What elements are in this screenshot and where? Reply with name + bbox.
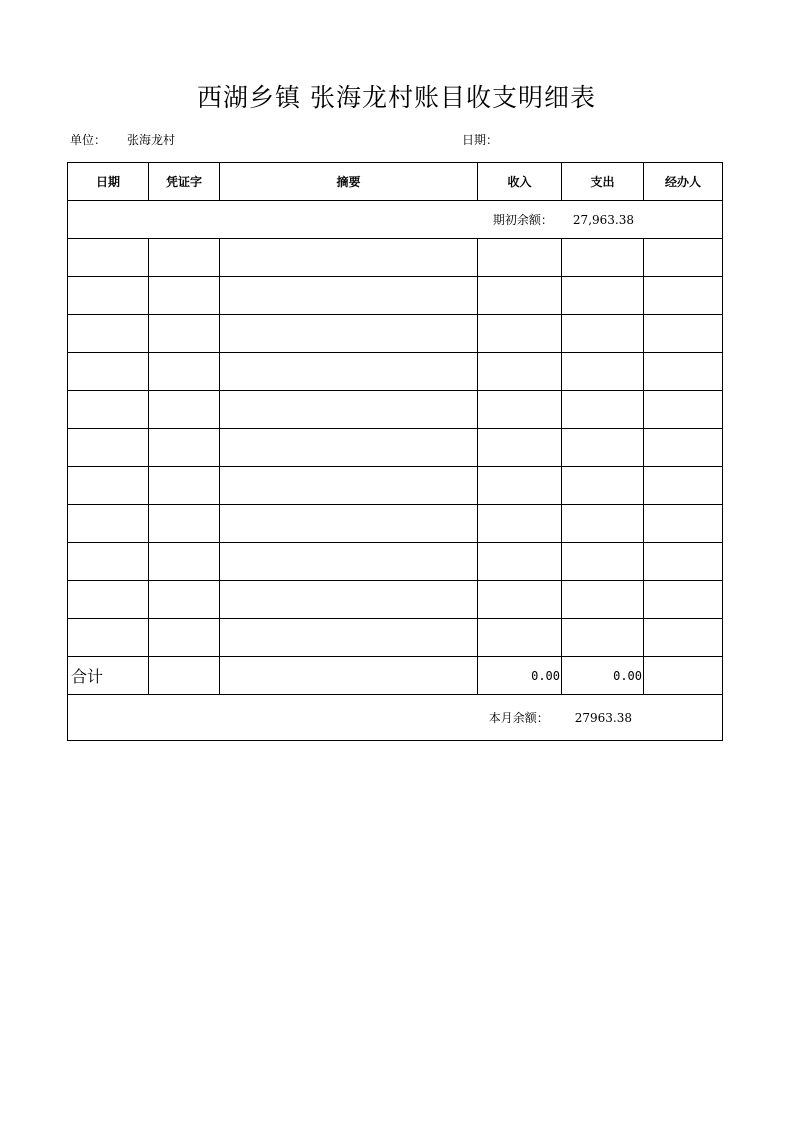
- opening-balance-value: 27,963.38: [572, 213, 634, 227]
- cell-date: [68, 277, 149, 315]
- cell-summary: [220, 467, 478, 505]
- closing-balance-row: [68, 695, 723, 741]
- cell-income: [478, 353, 562, 391]
- cell-voucher: [149, 239, 220, 277]
- cell-expense: [562, 353, 644, 391]
- cell-date: [68, 391, 149, 429]
- cell-voucher: [149, 353, 220, 391]
- header-row: [68, 163, 723, 201]
- cell-income: [478, 619, 562, 657]
- cell-summary: [220, 619, 478, 657]
- cell-summary: [220, 543, 478, 581]
- cell-summary: [220, 315, 478, 353]
- total-cell-voucher: [149, 657, 220, 695]
- cell-expense: [562, 315, 644, 353]
- cell-voucher: [149, 543, 220, 581]
- unit-label: 单位：: [70, 133, 107, 147]
- cell-handler: [644, 391, 723, 429]
- cell-voucher: [149, 315, 220, 353]
- cell-summary: [220, 239, 478, 277]
- cell-handler: [644, 315, 723, 353]
- page-title: 西湖乡镇 张海龙村账目收支明细表: [197, 83, 596, 112]
- cell-expense: [562, 239, 644, 277]
- cell-date: [68, 353, 149, 391]
- table-row: [68, 543, 723, 581]
- cell-voucher: [149, 505, 220, 543]
- ledger-table: [67, 162, 723, 741]
- date-label: 日期：: [462, 133, 499, 147]
- cell-summary: [220, 391, 478, 429]
- table-row: [68, 429, 723, 467]
- cell-voucher: [149, 429, 220, 467]
- total-expense: 0.00: [562, 657, 644, 695]
- cell-income: [478, 391, 562, 429]
- cell-date: [68, 429, 149, 467]
- cell-income: [478, 239, 562, 277]
- cell-income: [478, 505, 562, 543]
- closing-balance-label: 本月余额：: [488, 711, 549, 725]
- cell-expense: [562, 581, 644, 619]
- total-income: 0.00: [478, 657, 562, 695]
- cell-handler: [644, 429, 723, 467]
- cell-handler: [644, 619, 723, 657]
- cell-expense: [562, 429, 644, 467]
- table-row: [68, 239, 723, 277]
- closing-balance-value: 27963.38: [574, 711, 632, 725]
- cell-handler: [644, 543, 723, 581]
- cell-date: [68, 239, 149, 277]
- closing-balance-cell: [68, 695, 723, 741]
- cell-handler: [644, 505, 723, 543]
- cell-date: [68, 619, 149, 657]
- header-date: 日期: [68, 163, 149, 201]
- cell-income: [478, 467, 562, 505]
- table-row: [68, 467, 723, 505]
- opening-balance-row: [68, 201, 723, 239]
- table-row: [68, 391, 723, 429]
- cell-handler: [644, 353, 723, 391]
- cell-voucher: [149, 277, 220, 315]
- cell-voucher: [149, 467, 220, 505]
- cell-income: [478, 277, 562, 315]
- table-row: [68, 505, 723, 543]
- total-label: 合计: [68, 657, 149, 695]
- table-row: [68, 581, 723, 619]
- header-summary: 摘要: [220, 163, 478, 201]
- cell-expense: [562, 391, 644, 429]
- header-income: 收入: [478, 163, 562, 201]
- table-row: [68, 619, 723, 657]
- table-row: [68, 353, 723, 391]
- cell-expense: [562, 277, 644, 315]
- cell-date: [68, 505, 149, 543]
- cell-date: [68, 315, 149, 353]
- cell-income: [478, 581, 562, 619]
- cell-expense: [562, 619, 644, 657]
- header-handler: 经办人: [644, 163, 723, 201]
- total-row: [68, 657, 723, 695]
- cell-date: [68, 467, 149, 505]
- opening-balance-cell: [68, 201, 723, 239]
- table-row: [68, 315, 723, 353]
- cell-income: [478, 315, 562, 353]
- cell-handler: [644, 581, 723, 619]
- cell-summary: [220, 353, 478, 391]
- cell-expense: [562, 505, 644, 543]
- opening-balance-label: 期初余额：: [492, 213, 553, 227]
- cell-date: [68, 581, 149, 619]
- cell-expense: [562, 543, 644, 581]
- header-expense: 支出: [562, 163, 644, 201]
- cell-expense: [562, 467, 644, 505]
- total-cell-handler: [644, 657, 723, 695]
- cell-handler: [644, 467, 723, 505]
- cell-summary: [220, 505, 478, 543]
- cell-summary: [220, 277, 478, 315]
- cell-summary: [220, 429, 478, 467]
- cell-income: [478, 543, 562, 581]
- cell-income: [478, 429, 562, 467]
- table-row: [68, 277, 723, 315]
- cell-handler: [644, 277, 723, 315]
- cell-summary: [220, 581, 478, 619]
- cell-voucher: [149, 581, 220, 619]
- cell-handler: [644, 239, 723, 277]
- total-cell-summary: [220, 657, 478, 695]
- cell-voucher: [149, 391, 220, 429]
- cell-voucher: [149, 619, 220, 657]
- header-voucher: 凭证字: [149, 163, 220, 201]
- cell-date: [68, 543, 149, 581]
- unit-value: 张海龙村: [127, 133, 176, 147]
